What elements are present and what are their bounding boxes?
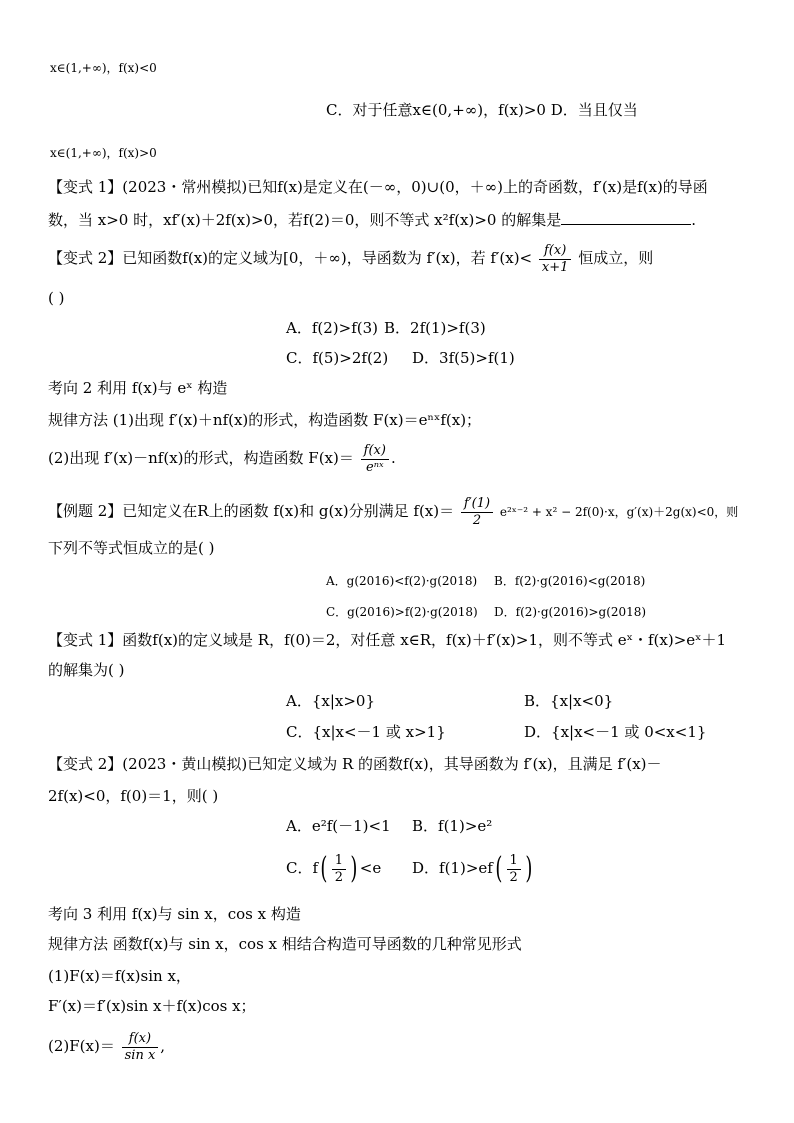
section2-frac-den: eⁿˣ <box>366 459 384 475</box>
variant4-option-a: A．e²f(－1)<1 <box>286 817 391 835</box>
variant3-line-a: 【变式 1】函数f(x)的定义域是 R，f(0)＝2，对任意 x∈R，f(x)＋f′(x)>1，则不等式 eˣ・f(x)>eˣ＋1 <box>48 631 727 649</box>
variant4-line-b: 2f(x)<0，f(0)＝1，则( ) <box>48 787 219 805</box>
variant2-option-d: D．3f(5)>f(1) <box>412 349 515 367</box>
example2-option-d: D．f(2)·g(2016)>g(2018) <box>494 605 647 619</box>
variant4-option-b: B．f(1)>e² <box>412 817 493 835</box>
example2-option-b: B．f(2)·g(2016)<g(2018) <box>494 574 646 588</box>
example2-fraction <box>461 496 493 529</box>
variant1-line-b <box>48 210 696 230</box>
section3-title: 考向 3 利用 f(x)与 sin x，cos x 构造 <box>48 905 301 923</box>
variant1-text: 数，当 x>0 时，xf′(x)＋2f(x)>0，若f(2)＝0，则不等式 x²f(x)>0 的解集是 <box>48 211 562 229</box>
variant4-option-d-den: 2 <box>509 869 518 885</box>
example2-line-b: 下列不等式恒成立的是( ) <box>48 539 215 557</box>
section3-rule: 规律方法 函数f(x)与 sin x，cos x 相结合构造可导函数的几种常见形式 <box>48 935 522 953</box>
right-paren: ) <box>350 851 358 886</box>
example2-option-c: C．g(2016)>f(2)·g(2018) <box>326 605 478 619</box>
variant3-option-b: B．{x|x<0} <box>524 692 614 710</box>
section3-item2-end: , <box>160 1037 166 1055</box>
left-paren: ( <box>320 851 328 886</box>
line-l1: x∈(1,+∞)，f(x)<0 <box>50 61 157 75</box>
variant2-frac-num: f(x) <box>539 243 572 260</box>
variant2-option-a: A．f(2)>f(3) <box>286 319 378 337</box>
variant2-paren: ( ) <box>48 289 65 307</box>
variant3-line-b: 的解集为( ) <box>48 661 125 679</box>
example2-text-b: e²ˣ⁻² + x² − 2f(0)·x，g′(x)＋2g(x)<0，则 <box>499 505 739 519</box>
section3-item2-den: sin x <box>124 1047 156 1063</box>
example2-line-a <box>48 494 738 529</box>
variant4-option-d <box>412 850 535 886</box>
variant4-option-d-pre: D．f(1)>ef <box>412 859 493 877</box>
variant4-option-c-den: 2 <box>334 869 344 885</box>
left-paren: ( <box>495 851 503 886</box>
example2-option-a: A．g(2016)<f(2)·g(2018) <box>326 574 478 588</box>
variant4-option-d-fraction <box>507 853 521 886</box>
variant4-option-c-pre: C．f <box>286 859 319 877</box>
section3-item2 <box>48 1026 165 1066</box>
variant2-option-b: B．2f(1)>f(3) <box>384 319 486 337</box>
variant3-option-d: D．{x|x<－1 或 0<x<1} <box>524 723 707 741</box>
section2-frac-num: f(x) <box>361 443 389 460</box>
variant1-line-a: 【变式 1】(2023・常州模拟)已知f(x)是定义在(－∞，0)∪(0，＋∞)上的奇函数，f′(x)是f(x)的导函 <box>48 178 708 196</box>
variant1-end: . <box>691 211 697 229</box>
variant4-option-c-fraction <box>332 853 346 886</box>
section2-fraction <box>361 443 389 476</box>
variant4-option-c-num: 1 <box>332 853 346 870</box>
variant3-option-a: A．{x|x>0} <box>286 692 376 710</box>
variant4-line-a: 【变式 2】(2023・黄山模拟)已知定义域为 R 的函数f(x)，其导函数为 f′(x)，且满足 f′(x)－ <box>48 755 662 773</box>
section3-item2-text: (2)F(x)＝ <box>48 1037 115 1055</box>
section3-item1-derivative: F′(x)＝f′(x)sin x＋f(x)cos x； <box>48 997 256 1015</box>
section3-item1: (1)F(x)＝f(x)sin x， <box>48 967 191 985</box>
example2-text-a: 【例题 2】已知定义在R上的函数 f(x)和 g(x)分别满足 f(x)＝ <box>48 502 455 520</box>
section2-rule: 规律方法 (1)出现 f′(x)＋nf(x)的形式，构造函数 F(x)＝eⁿˣf(x)； <box>48 411 482 429</box>
variant2-line-a <box>48 240 653 276</box>
line-l3: x∈(1,+∞)，f(x)>0 <box>50 146 157 160</box>
answer-blank <box>561 210 691 225</box>
section2-rule-2-text: (2)出现 f′(x)－nf(x)的形式，构造函数 F(x)＝ <box>48 449 354 467</box>
section2-rule-2-end: . <box>390 449 396 467</box>
right-paren: ) <box>525 851 533 886</box>
variant4-option-d-num: 1 <box>507 853 521 870</box>
variant2-frac-den: x+1 <box>541 259 569 275</box>
example2-frac-den: 2 <box>472 512 482 528</box>
section3-item2-num: f(x) <box>122 1031 159 1048</box>
variant3-option-c: C．{x|x<－1 或 x>1} <box>286 723 446 741</box>
variant2-text-a: 【变式 2】已知函数f(x)的定义域为[0，＋∞)，导函数为 f′(x)，若 f′(x)< <box>48 249 533 267</box>
variant2-option-c: C．f(5)>2f(2) <box>286 349 389 367</box>
section2-title: 考向 2 利用 f(x)与 eˣ 构造 <box>48 379 228 397</box>
variant4-option-c-post: <e <box>359 859 382 877</box>
section2-rule-2 <box>48 440 396 476</box>
variant2-fraction <box>539 243 572 276</box>
line-l2: C．对于任意x∈(0,+∞)，f(x)>0 D．当且仅当 <box>326 101 638 119</box>
section3-item2-fraction <box>122 1031 159 1064</box>
variant2-text-b: 恒成立，则 <box>578 249 654 267</box>
example2-frac-num: f′(1) <box>461 496 493 513</box>
variant4-option-c <box>286 850 381 886</box>
